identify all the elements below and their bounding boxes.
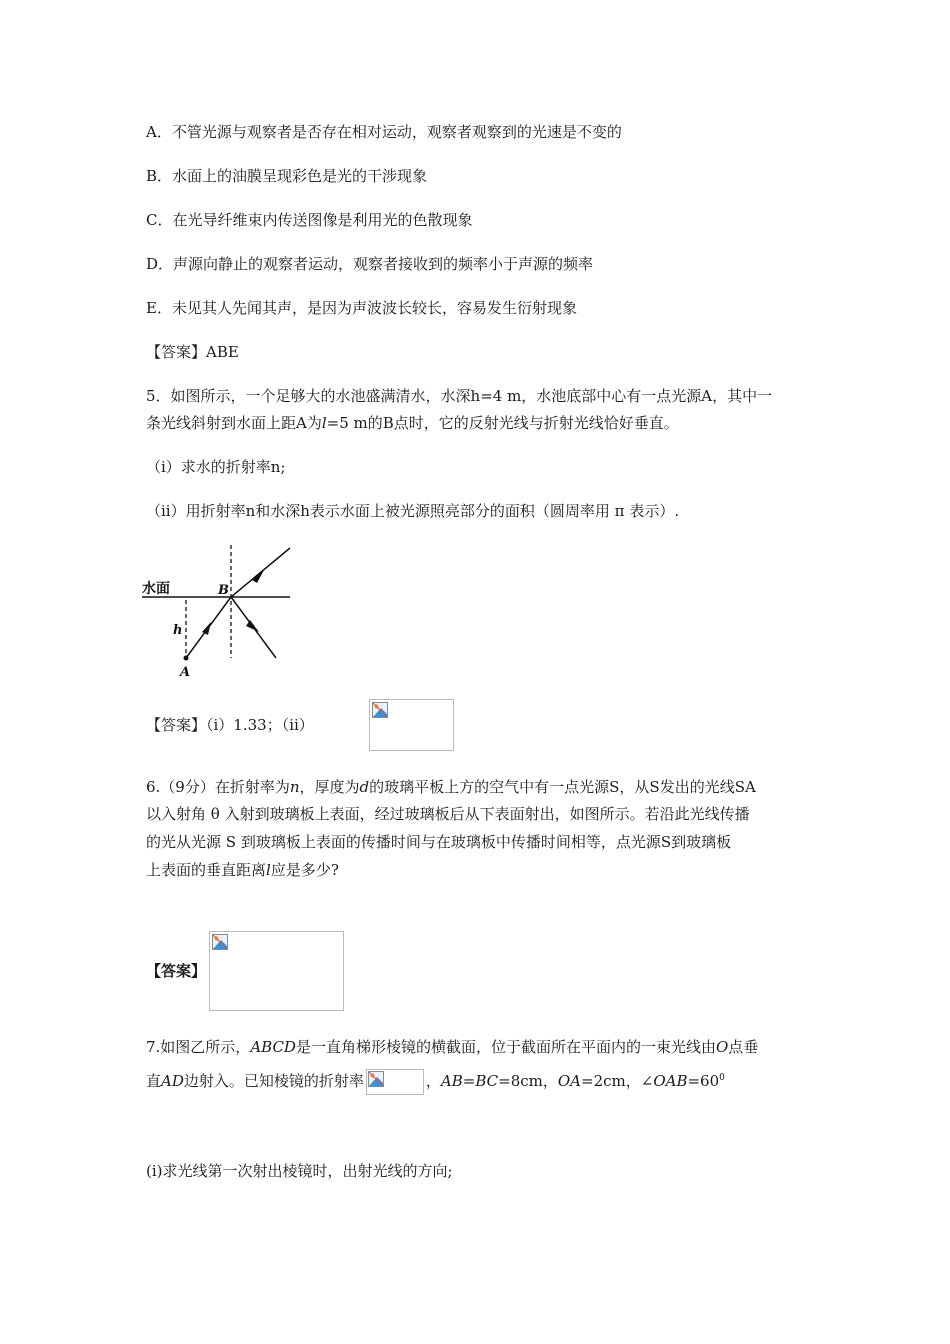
broken-image-icon — [212, 934, 228, 950]
q7-l2oa: OA — [557, 1072, 582, 1090]
q7-l1c: 点垂 — [728, 1038, 759, 1056]
q5-sub2: （ii）用折射率n和水深h表示水面上被光源照亮部分的面积（圆周率用 π 表示）. — [146, 502, 680, 520]
q7-sub1: (i)求光线第一次射出棱镜时，出射光线的方向; — [146, 1162, 453, 1180]
depth-label: h — [173, 623, 183, 638]
refracted-arrow — [252, 570, 264, 583]
q6-line1 — [146, 777, 756, 797]
q7-l2sup: 0 — [719, 1073, 725, 1083]
q7-l2eq: = — [462, 1072, 476, 1090]
point-a-label: A — [180, 665, 191, 680]
q5-answer-image — [369, 699, 454, 751]
q5-line1: 5．如图所示，一个足够大的水池盛满清水，水深h=4 m，水池底部中心有一点光源A，其中一 — [146, 387, 773, 405]
surface-label: 水面 — [142, 581, 170, 597]
q5-line2-l: l — [321, 414, 327, 432]
q7-l2oab: OAB — [653, 1072, 688, 1090]
q7-line1 — [146, 1037, 758, 1057]
q6-l4a: 上表面的垂直距离 — [146, 861, 267, 879]
q6-line4 — [146, 860, 339, 880]
q6-answer-image — [209, 931, 344, 1011]
q6-l1n: n — [289, 778, 300, 796]
q7-l2f: =60 — [687, 1072, 720, 1090]
refracted-ray — [231, 548, 290, 597]
q5-line2-b: =5 m的B点时，它的反射光线与折射光线恰好垂直。 — [326, 414, 679, 432]
option-c: C．在光导纤维束内传送图像是利用光的色散现象 — [146, 211, 473, 229]
q6-l1d: d — [359, 778, 370, 796]
answer-q5: 【答案】（ⅰ）1.33；（ⅱ） — [146, 716, 314, 734]
reflected-arrow — [246, 620, 259, 632]
broken-image-icon — [372, 702, 388, 718]
q7-l2d: =8cm， — [498, 1072, 558, 1090]
q7-l1a: 7.如图乙所示， — [146, 1038, 251, 1056]
answer-q4: 【答案】ABE — [146, 343, 239, 361]
answer-q6: 【答案】 — [146, 962, 207, 980]
option-a: A．不管光源与观察者是否存在相对运动，观察者观察到的光速是不变的 — [146, 123, 622, 141]
point-b-label: B — [218, 583, 229, 598]
q6-l4l: l — [266, 861, 271, 879]
q7-l2c: ， — [425, 1072, 441, 1090]
q7-l2a: 直 — [146, 1072, 162, 1090]
option-d: D．声源向静止的观察者运动，观察者接收到的频率小于声源的频率 — [146, 255, 594, 273]
q6-line3: 的光从光源 S 到玻璃板上表面的传播时间与在玻璃板中传播时间相等，点光源S到玻璃板 — [146, 833, 732, 851]
q7-l1b: 是一直角梯形棱镜的横截面，位于截面所在平面内的一束光线由 — [295, 1038, 716, 1056]
q7-l2ab: AB — [440, 1072, 463, 1090]
q6-l1a: 6.（9分）在折射率为 — [146, 778, 290, 796]
incident-arrow — [202, 622, 211, 635]
q7-l1o: O — [715, 1038, 729, 1056]
q7-l2ad: AD — [161, 1072, 184, 1090]
q7-l2bc: BC — [475, 1072, 499, 1090]
q7-l2e: =2cm，∠ — [581, 1072, 654, 1090]
q7-line2 — [146, 1068, 725, 1095]
q6-line2: 以入射角 θ 入射到玻璃板上表面，经过玻璃板后从下表面射出，如图所示。若沿此光线传播 — [146, 805, 750, 823]
broken-image-icon — [368, 1071, 384, 1087]
q7-l2b: 边射入。已知棱镜的折射率 — [183, 1072, 364, 1090]
q7-refractive-index-image — [366, 1069, 424, 1095]
q5-refraction-figure — [140, 540, 300, 682]
option-b: B．水面上的油膜呈现彩色是光的干涉现象 — [146, 167, 428, 185]
q5-line2 — [146, 413, 679, 433]
q5-sub1: （i）求水的折射率n; — [146, 458, 286, 476]
q6-l1c: 的玻璃平板上方的空气中有一点光源S，从S发出的光线SA — [369, 778, 756, 796]
q6-l1b: ，厚度为 — [299, 778, 360, 796]
q6-l4b: 应是多少? — [270, 861, 339, 879]
point-a-dot — [184, 656, 189, 661]
q5-line2-a: 条光线斜射到水面上距A为 — [146, 414, 322, 432]
option-e: E．未见其人先闻其声，是因为声波波长较长，容易发生衍射现象 — [146, 299, 577, 317]
q7-l1abcd: ABCD — [250, 1038, 296, 1056]
